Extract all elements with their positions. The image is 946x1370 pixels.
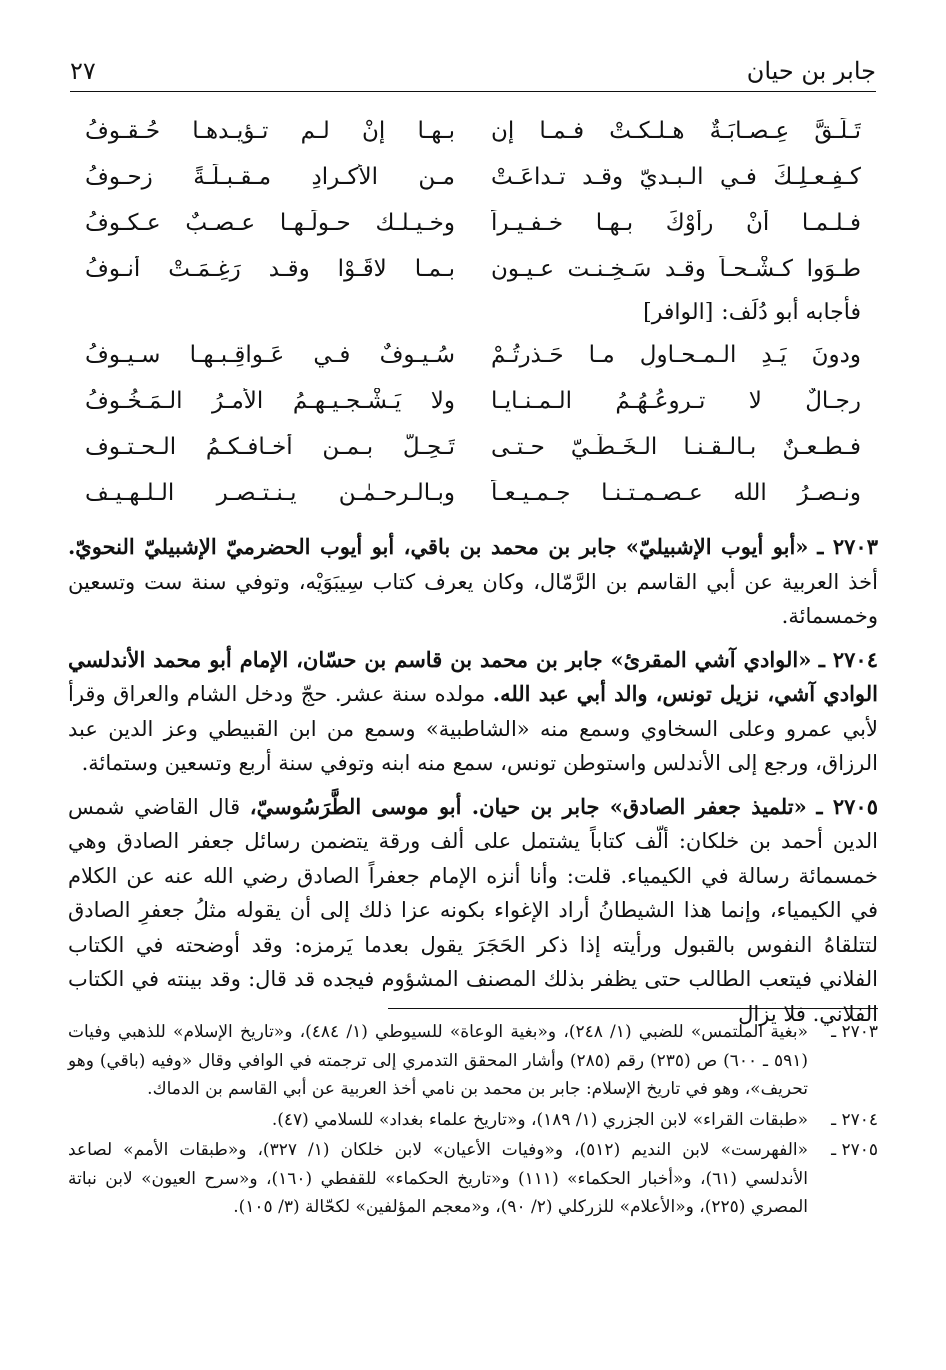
reply-intro-text: فأجابه أبو دُلَف:: [721, 299, 861, 325]
entry-number: ٢٧٠٤ ـ: [818, 646, 878, 672]
verse-first-half: ودونَ يَـدِ الـمـحـاولِ مـا حَـذرتُـمْ: [491, 342, 861, 368]
page-number: ٢٧: [70, 57, 96, 85]
footnote-number: ٢٧٠٣ ـ: [831, 1022, 878, 1042]
verse-second-half: مـن الأكـرادِ مـقـبـلَـةً زحـوفُ: [85, 164, 455, 190]
verse-second-half: وخـيـلـك حـولَـهـا عـصـبٌ عـكـوفُ: [85, 210, 455, 236]
verse-second-half: تَـحِـلَّ بـمـن أخـافـكـمُ الـحـتـوف: [85, 434, 455, 460]
entry-heading: «أبو أيوب الإشبيليّ» جابر بن محمد بن باقي، أبو أيوب الحضرميّ الإشبيليّ النحويّ.: [68, 534, 809, 559]
entry-2704: [68, 643, 878, 781]
meter-label: [الوافر]: [643, 299, 714, 325]
verse: [85, 246, 861, 292]
verse: [85, 470, 861, 516]
verse-first-half: رجـالٌ لا تـروعُـهُـمُ الـمـنـايـا: [491, 388, 861, 414]
reply-intro: [85, 292, 861, 332]
entry-body: مولده سنة عشر. حجّ ودخل الشام والعراق وقرأ لأبي عمرو وعلى السخاوي وسمع منه «الشاطبية» وسمع من ابن القبيطي وعز الدين عبد الرزاق، ورجع إلى الأندلس واستوطن تونس، سمع منه ابنه وتوفي سنة أربع وتسعين وستمائة.: [68, 682, 878, 775]
entry-body: أخذ العربية عن أبي القاسم بن الرَّمّال، وكان يعرف كتاب سِيبَوَيْه، وتوفي سنة ست وتسعين وخمسمائة.: [68, 569, 878, 628]
page-header: [70, 52, 876, 92]
running-title: جابر بن حيان: [746, 57, 876, 85]
verse: [85, 332, 861, 378]
poem-block: [85, 108, 861, 516]
verse-second-half: بـمـا لاقَـوْا وقـد رَغِـمَـتْ أنـوفُ: [85, 256, 455, 282]
entry-heading: «الوادي آشي المقرئ» جابر بن محمد بن قاسم بن حسّان، الإمام أبو محمد الأندلسي الوادي آشي، نزيل تونس، والد أبي عبد الله.: [68, 646, 878, 706]
biography-entries: [68, 530, 878, 1040]
verse: [85, 424, 861, 470]
entry-number: ٢٧٠٣ ـ: [817, 534, 878, 559]
entry-body: قال القاضي شمس الدين أحمد بن خلكان: ألّف كتاباً يشتمل على ألف ورقة يتضمن رسائل جعفر الصادق وهي خمسمائة رسالة في الكيمياء. قلت: وأنا أنزه الإمام جعفراً الصادق رضي الله عنه عن الكلام في الكيمياء، وإنما هذا الشيطانُ أراد الإغواء بكونه عزا ذلك إلى أن يقوله مثلُ جعفرِ الصادق لتتلقاهُ النفوس بالقبول ورأيته إذا ذكر الحَجَرَ يقول بعدما يَرمزه: وقد أوضحته في الكتاب الفلاني فيتعب الطالب حتى يظفر بذلك المصنف المشؤوم فيجده قد قال: وقد بينته في الكتاب الفلاني. فلا يزال: [68, 794, 878, 1026]
entry-heading: «تلميذ جعفر الصادق» جابر بن حيان. أبو موسى الطَّرَسُوسيّ،: [249, 793, 807, 819]
verse: [85, 378, 861, 424]
verse-second-half: وبـالـرحـمٰـن يـنـتـصـر الـلـهـيـف: [85, 480, 455, 506]
verse-first-half: كـفِـعـلِـكَ فـي الـبـديّ وقـد تـداعَـتْ: [491, 164, 861, 190]
entry-number: ٢٧٠٥ ـ: [816, 793, 878, 819]
entry-2705: [68, 790, 878, 1032]
footnote-number: ٢٧٠٥ ـ: [831, 1140, 878, 1160]
entry-2703: [68, 530, 878, 634]
footnote-text: «الفهرست» لابن النديم (٥١٢)، و«وفيات الأعيان» لابن خلكان (١/ ٣٢٧)، و«طبقات الأمم» لصاعد الأندلسي (٦١)، و«أخبار الحكماء» (١١١) و«تاريخ الحكماء» للقفطي (١٦٠)، و«سرح العيون» لابن نباتة المصري (٢٢٥)، و«الأعلام» للزركلي (٢/ ٩٠)، و«معجم المؤلفين» لكحّالة (٣/ ١٠٥).: [68, 1140, 809, 1217]
verse-first-half: تَـلَـقَّ عِـصـابَـةٌ هـلـكـتْ فـمـا إن: [491, 118, 861, 144]
footnote: [68, 1136, 878, 1222]
footnote: [68, 1018, 878, 1104]
verse-second-half: ولا يَـشْـجـيـهِـمُ الأمـرُ الـمَـخُـوفُ: [85, 388, 455, 414]
footnote-separator: [388, 1008, 878, 1009]
verse-first-half: ونـصـرُ الله عـصـمـتـنـا جـمـيـعـاً: [491, 480, 861, 506]
verse-first-half: طـوَوا كـشْـحـاً وقـد سَـخِـنـت عـيـون: [491, 256, 861, 282]
footnote-text: «بغية الملتمس» للضبي (١/ ٢٤٨)، و«بغية الوعاة» للسيوطي (١/ ٤٨٤)، و«تاريخ الإسلام» للذهبي وفيات (٥٩١ ـ ٦٠٠) ص (٢٣٥) رقم (٢٨٥) وأشار المحقق التدمري إلى ترجمته في الوافي وقال «وفيه (باقي) وهو تحريف»، وهو في تاريخ الإسلام: جابر بن محمد بن نامي أخذ العربية عن أبي القاسم بن الدماك.: [68, 1022, 808, 1099]
verse-second-half: بـهـا إنْ لـم تـؤيـدهـا حُـقـوفُ: [85, 118, 455, 144]
footnote-number: ٢٧٠٤ ـ: [831, 1109, 878, 1130]
verse-second-half: سُـيـوفٌ فـي عَـواقِـبـهـا سـيـوفُ: [85, 342, 455, 368]
footnotes: [68, 1018, 878, 1224]
verse: [85, 200, 861, 246]
verse-first-half: فـلـمـا أنْ رأوْكَ بـهـا خـفـيـراً: [491, 210, 861, 236]
verse: [85, 108, 861, 154]
verse: [85, 154, 861, 200]
footnote: [68, 1106, 878, 1135]
verse-first-half: فـطـعـنٌ بـالـقـنـا الـخَـطّـيّ حـتـى: [491, 434, 861, 460]
footnote-text: «طبقات القراء» لابن الجزري (١/ ١٨٩)، و«تاريخ علماء بغداد» للسلامي (٤٧).: [271, 1109, 808, 1130]
